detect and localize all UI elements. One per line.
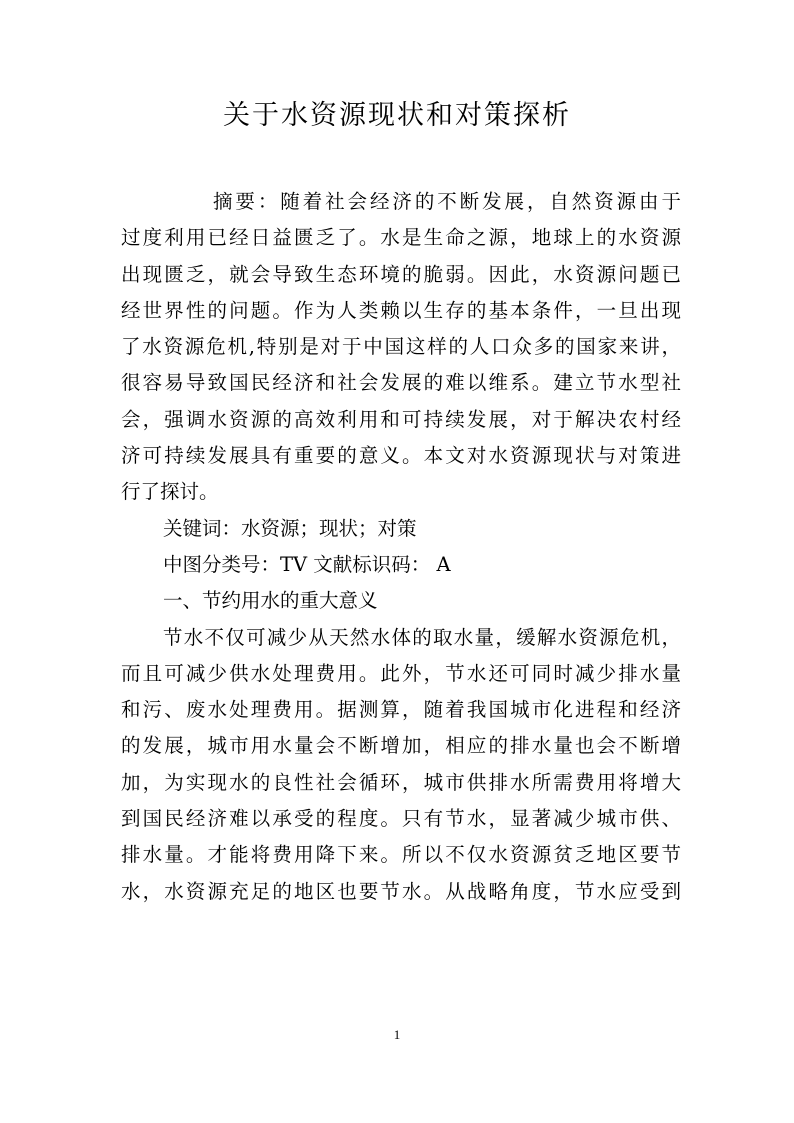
abstract-line: 很容易导致国民经济和社会发展的难以维系。建立节水型社 — [121, 371, 681, 395]
paragraph-line: 和污、废水处理费用。据测算，随着我国城市化进程和经济 — [121, 698, 681, 722]
paragraph-line: 到国民经济难以承受的程度。只有节水，显著减少城市供、 — [121, 807, 681, 831]
keywords-line: 关键词：水资源；现状；对策 — [163, 516, 417, 540]
abstract-line: 经世界性的问题。作为人类赖以生存的基本条件，一旦出现 — [121, 298, 681, 322]
abstract-line: 出现匮乏，就会导致生态环境的脆弱。因此，水资源问题已 — [121, 262, 681, 286]
paragraph-line: 而且可减少供水处理费用。此外，节水还可同时减少排水量 — [121, 661, 681, 685]
paragraph-line: 排水量。才能将费用降下来。所以不仅水资源贫乏地区要节 — [121, 843, 681, 867]
abstract-line: 会，强调水资源的高效利用和可持续发展，对于解决农村经 — [121, 407, 681, 431]
abstract-line: 过度利用已经日益匮乏了。水是生命之源，地球上的水资源 — [121, 226, 681, 250]
abstract-line: 行了探讨。 — [121, 480, 219, 504]
abstract-line: 摘要：随着社会经济的不断发展，自然资源由于 — [213, 190, 681, 213]
abstract-line: 济可持续发展具有重要的意义。本文对水资源现状与对策进 — [121, 444, 681, 468]
classification-line: 中图分类号：TV 文献标识码： A — [163, 552, 451, 576]
page-number: 1 — [393, 1027, 401, 1042]
section-heading: 一、节约用水的重大意义 — [163, 589, 378, 613]
paragraph-line: 水，水资源充足的地区也要节水。从战略角度，节水应受到 — [121, 879, 681, 903]
paragraph-line: 加，为实现水的良性社会循环，城市供排水所需费用将增大 — [121, 770, 681, 794]
paragraph-line: 的发展，城市用水量会不断增加，相应的排水量也会不断增 — [121, 734, 681, 758]
paragraph-line: 节水不仅可减少从天然水体的取水量，缓解水资源危机， — [163, 625, 681, 649]
document-title: 关于水资源现状和对策探析 — [223, 100, 571, 131]
abstract-line: 了水资源危机,特别是对于中国这样的人口众多的国家来讲， — [121, 335, 681, 359]
document-body — [121, 184, 681, 910]
